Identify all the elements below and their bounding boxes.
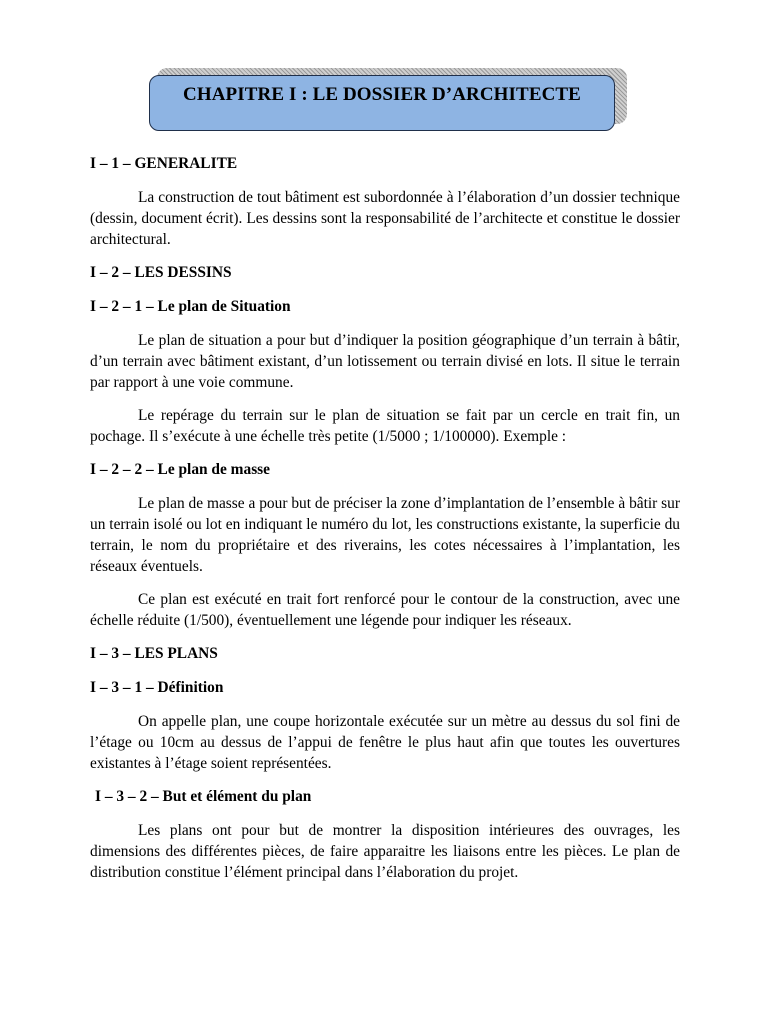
title-box [149, 75, 615, 131]
subsection-heading: I – 3 – 1 – Définition [90, 679, 224, 696]
section-heading: I – 3 – LES PLANS [90, 645, 218, 662]
section-heading: I – 2 – LES DESSINS [90, 264, 232, 281]
subsection-heading: I – 3 – 2 – But et élément du plan [95, 788, 312, 805]
section-but-et-element [90, 786, 680, 883]
document-body [90, 153, 680, 895]
paragraph: Les plans ont pour but de montrer la disposition intérieures des ouvrages, les dimensions des différentes pièces, de faire apparaitre les liaisons entre les pièces. Le plan de distribution constitue l’élément principal dans l’élaboration du projet. [90, 822, 680, 881]
subsection-heading: I – 2 – 2 – Le plan de masse [90, 461, 270, 478]
section-definition [90, 677, 680, 774]
subsection-heading: I – 2 – 1 – Le plan de Situation [90, 298, 291, 315]
paragraph: Le plan de situation a pour but d’indiquer la position géographique d’un terrain à bâtir, d’un terrain avec bâtiment existant, d’un lotissement ou terrain divisé en lots. Il situe le terrain par rapport à une voie commune. [90, 332, 680, 391]
section-les-dessins [90, 262, 680, 283]
section-heading: I – 1 – GENERALITE [90, 155, 238, 172]
chapter-title-banner [149, 73, 619, 134]
paragraph: Le plan de masse a pour but de préciser la zone d’implantation de l’ensemble à bâtir sur un terrain isolé ou lot en indiquant le numéro du lot, les constructions existante, la superficie du terrain, le nom du propriétaire et des riverains, les cotes nécessaires à l’implantation, les réseaux éventuels. [90, 495, 680, 575]
section-les-plans [90, 643, 680, 664]
section-generalite [90, 153, 680, 250]
paragraph: Le repérage du terrain sur le plan de situation se fait par un cercle en trait fin, un pochage. Il s’exécute à une échelle très petite (1/5000 ; 1/100000). Exemple : [90, 407, 680, 445]
chapter-title: CHAPITRE I : LE DOSSIER D’ARCHITECTE [183, 84, 581, 105]
section-plan-de-masse [90, 459, 680, 631]
section-plan-de-situation [90, 296, 680, 447]
paragraph: Ce plan est exécuté en trait fort renforcé pour le contour de la construction, avec une échelle réduite (1/500), éventuellement une légende pour indiquer les réseaux. [90, 591, 680, 629]
paragraph: La construction de tout bâtiment est subordonnée à l’élaboration d’un dossier technique (dessin, document écrit). Les dessins sont la responsabilité de l’architecte et constitue le dossier architectural. [90, 189, 680, 248]
paragraph: On appelle plan, une coupe horizontale exécutée sur un mètre au dessus du sol fini de l’étage ou 10cm au dessus de l’appui de fenêtre le plus haut afin que toutes les ouvertures existantes à l’étage soient représentées. [90, 713, 680, 772]
